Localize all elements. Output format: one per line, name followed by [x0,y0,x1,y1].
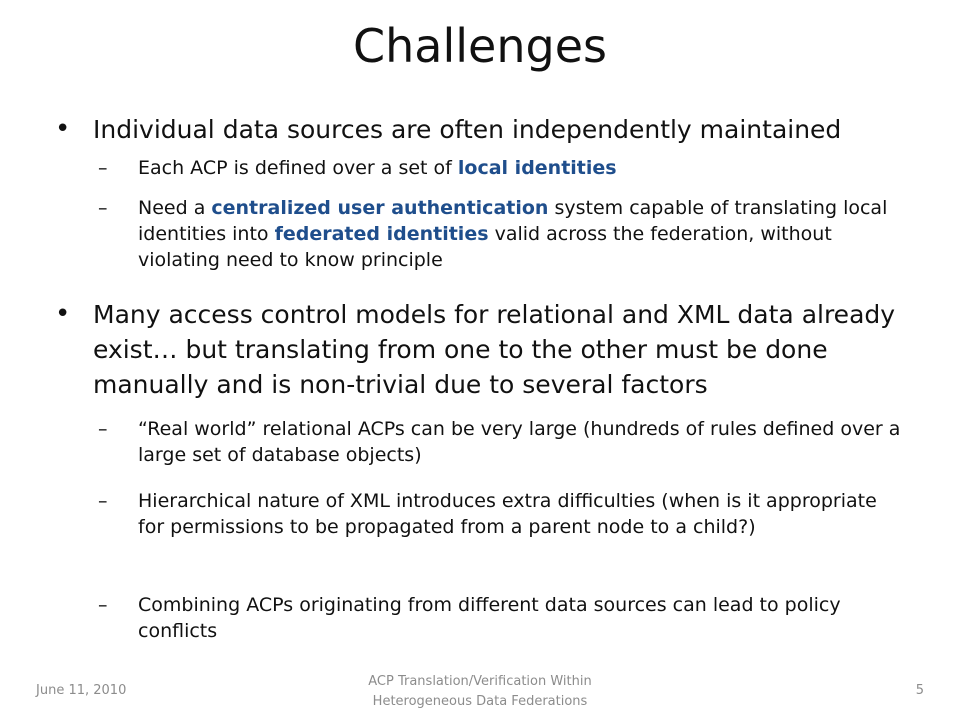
highlight-centralized-auth: centralized user authentication [211,197,549,219]
bullet-text: Individual data sources are often independently maintained [93,115,842,144]
dash-icon: – [98,197,108,219]
footer-page-number: 5 [915,683,924,698]
sub-bullet-text: Hierarchical nature of XML introduces extra difficulties (when is it appropriate for permissions to be propagated from a parent node to a child?) [138,490,877,538]
sub-bullet-text: Combining ACPs originating from different data sources can lead to policy conflicts [138,594,841,642]
footer-date: June 11, 2010 [36,683,127,698]
footer-title [330,672,630,712]
dash-icon: – [98,594,108,616]
dash-icon: – [98,418,108,440]
sub-bullet-text: system capable of translating local identities into [138,197,888,245]
bullet-text: Many access control models for relational and XML data already exist… but translating from one to the other must be done manually and is non-trivial due to several factors [93,300,896,399]
dash-icon: – [98,157,108,179]
highlight-local-identities: local identities [457,157,617,179]
sub-bullet-policy-conflicts [98,592,908,644]
dash-icon: – [98,490,108,512]
bullet-access-control-models [55,297,923,402]
footer-title-line2: Heterogeneous Data Federations [372,694,588,709]
bullet-icon: • [55,114,71,144]
sub-bullet-xml-hierarchy [98,488,908,540]
sub-bullet-text: valid across the federation, without violating need to know principle [138,223,832,271]
sub-bullet-centralized-auth [98,195,908,273]
footer-title-line1: ACP Translation/Verification Within [368,674,592,689]
sub-bullet-text: “Real world” relational ACPs can be very large (hundreds of rules defined over a large set of database objects) [138,418,901,466]
sub-bullet-text: Need a [138,197,212,219]
slide-title: Challenges [353,19,607,73]
bullet-icon: • [55,299,71,329]
highlight-federated-identities: federated identities [274,223,489,245]
bullet-independent-sources [55,112,923,147]
sub-bullet-real-world-acps [98,416,908,468]
sub-bullet-local-identities [98,155,908,181]
sub-bullet-text: Each ACP is defined over a set of [138,157,458,179]
